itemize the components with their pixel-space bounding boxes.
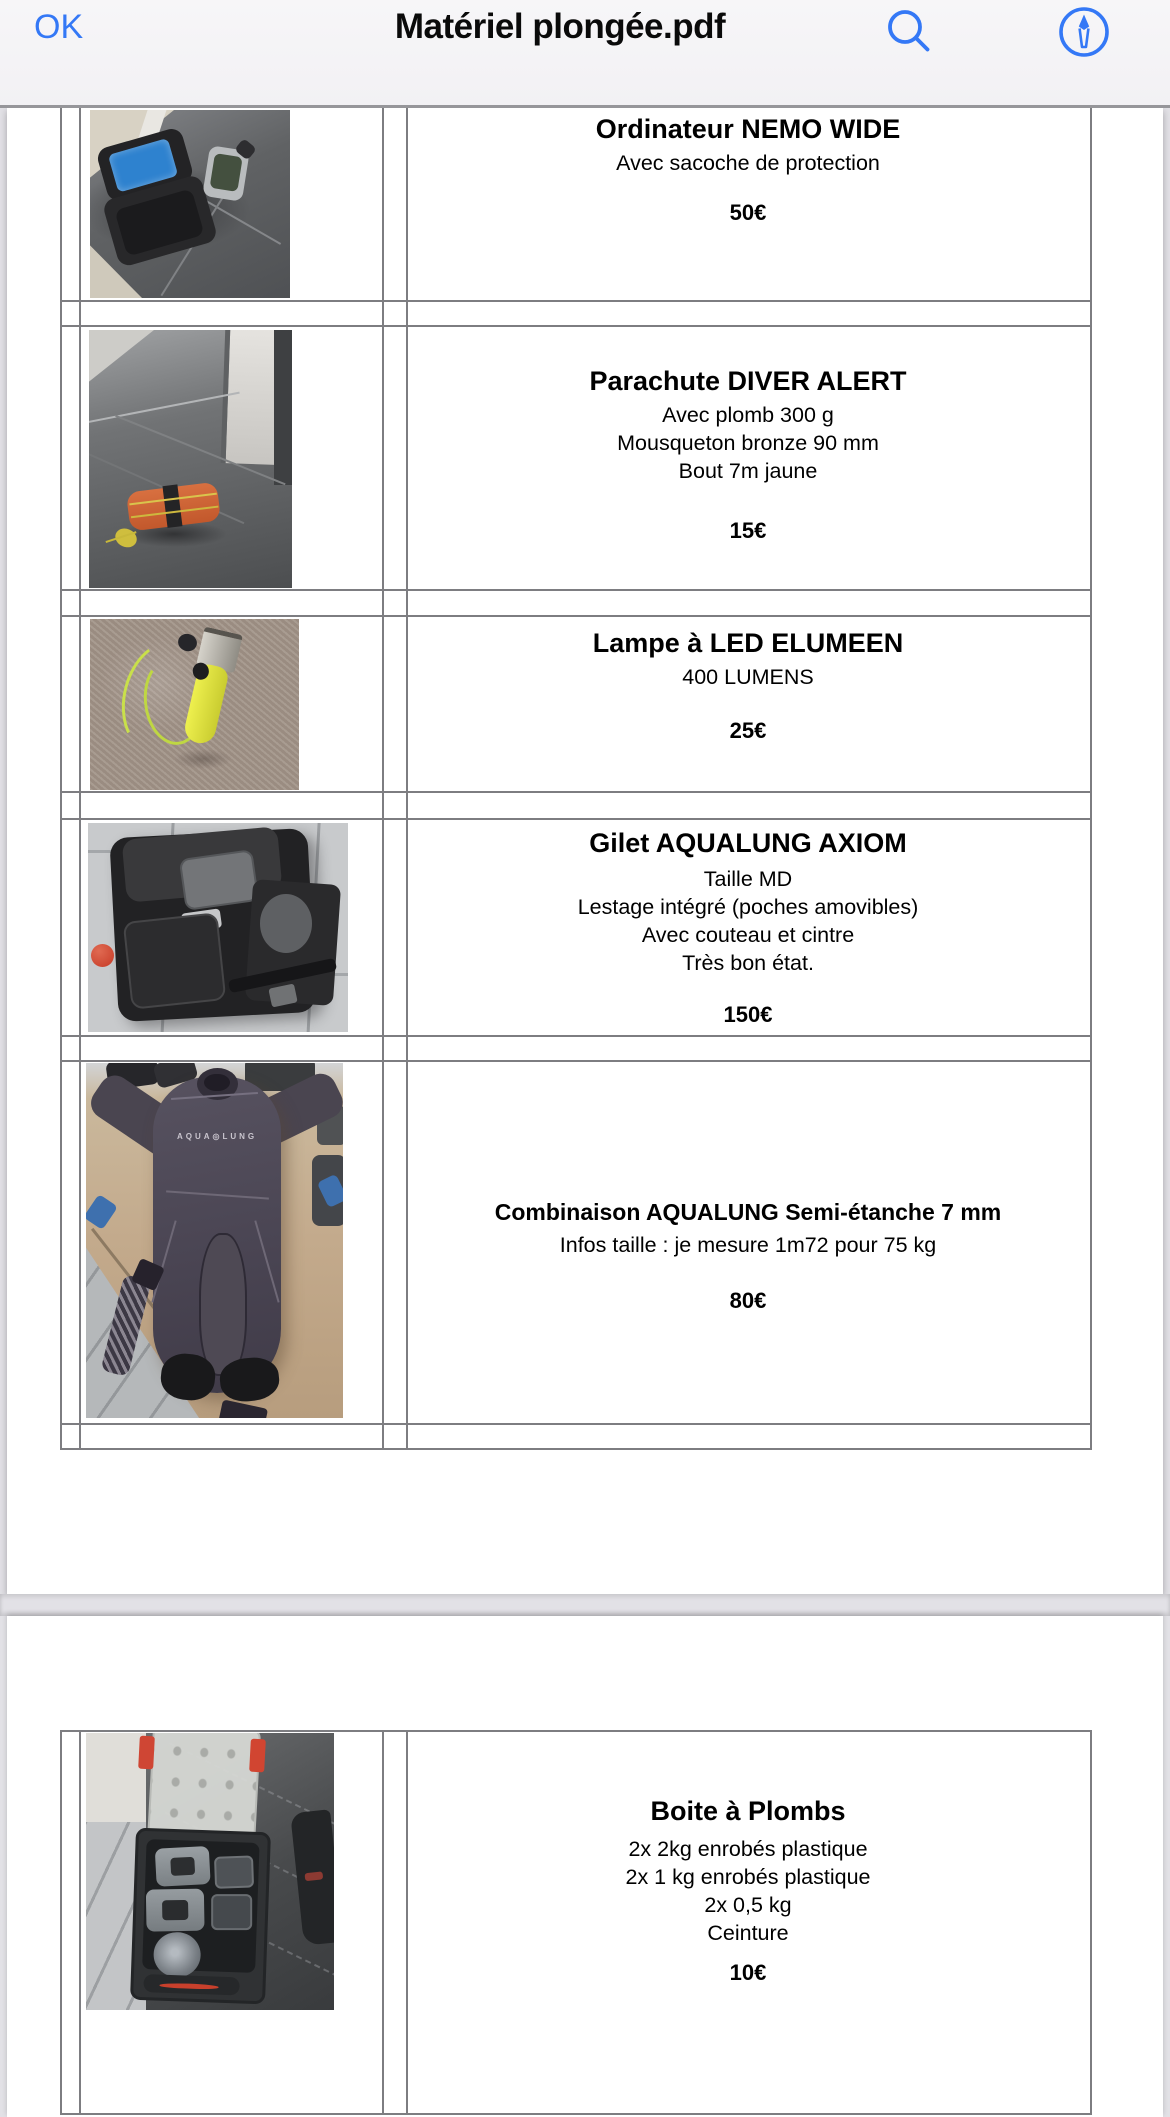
photo-dive-watch xyxy=(202,145,249,201)
photo-mat-edge xyxy=(89,392,240,425)
photo-weight-slot xyxy=(163,1899,189,1919)
table-border xyxy=(60,108,62,1450)
table-border xyxy=(60,1730,1092,1732)
photo-suit-neck-hole xyxy=(204,1074,230,1092)
table-border xyxy=(79,1730,81,2115)
item-detail: 2x 2kg enrobés plastique xyxy=(628,1837,868,1861)
item-title: Boite à Plombs xyxy=(650,1796,846,1826)
photo-dive-computer xyxy=(90,110,290,298)
table-border xyxy=(60,1448,1092,1450)
item-price: 150€ xyxy=(723,1002,773,1027)
item-detail: Taille MD xyxy=(703,867,793,891)
nav-bar xyxy=(0,0,1170,108)
item-price: 80€ xyxy=(729,1288,767,1313)
photo-box-base xyxy=(130,1828,271,2005)
item-title: Gilet AQUALUNG AXIOM xyxy=(589,828,907,858)
table-border xyxy=(382,108,384,1450)
photo-bcd-harness xyxy=(260,894,312,953)
item-detail: Très bon état. xyxy=(682,951,814,975)
item-detail: 2x 1 kg enrobés plastique xyxy=(625,1865,871,1889)
photo-weight-2kg xyxy=(155,1846,211,1887)
photo-bcd-jacket xyxy=(88,823,348,1032)
photo-red-latch xyxy=(138,1735,155,1769)
item-title: Combinaison AQUALUNG Semi-étanche 7 mm xyxy=(494,1199,1002,1225)
photo-door-frame xyxy=(274,330,292,485)
table-border xyxy=(60,1730,62,2115)
item-title: Parachute DIVER ALERT xyxy=(589,366,907,396)
item-detail: Ceinture xyxy=(707,1921,789,1945)
photo-suit-logo: AQUA◎LUNG xyxy=(176,1132,258,1142)
item-detail: Bout 7m jaune xyxy=(678,459,818,483)
item-detail: Avec couteau et cintre xyxy=(641,923,855,947)
table-border xyxy=(60,300,1092,302)
photo-weight-1kg xyxy=(214,1855,254,1889)
item-price: 25€ xyxy=(729,718,767,743)
table-border xyxy=(60,1423,1092,1425)
ok-button[interactable]: OK xyxy=(34,8,84,46)
item-price: 10€ xyxy=(729,1960,767,1985)
photo-shoe-detail xyxy=(304,1871,323,1881)
photo-suit-cuff-blue xyxy=(86,1194,118,1230)
table-border xyxy=(60,1060,1092,1062)
page-gap xyxy=(0,1594,1170,1616)
item-title: Ordinateur NEMO WIDE xyxy=(595,114,901,144)
photo-weight-2kg xyxy=(146,1888,205,1931)
table-border xyxy=(60,589,1092,591)
photo-bcd-pocket xyxy=(123,912,227,1009)
markup-pen-icon[interactable] xyxy=(1058,6,1110,63)
photo-wetsuit xyxy=(86,1063,343,1418)
photo-red-latch xyxy=(249,1738,266,1772)
table-border xyxy=(60,615,1092,617)
table-border xyxy=(79,108,81,1450)
item-detail: Mousqueton bronze 90 mm xyxy=(617,431,879,455)
item-detail: Lestage intégré (poches amovibles) xyxy=(577,895,919,919)
item-detail: 400 LUMENS xyxy=(682,665,814,689)
photo-red-knob xyxy=(91,944,114,967)
table-border xyxy=(60,818,1092,820)
photo-suit-crotch-flap xyxy=(199,1233,247,1375)
item-detail: Avec plomb 300 g xyxy=(662,403,834,427)
photo-suit-tail xyxy=(218,1399,268,1418)
item-detail: 2x 0,5 kg xyxy=(704,1893,792,1917)
table-border xyxy=(60,1035,1092,1037)
table-border xyxy=(60,325,1092,327)
table-border xyxy=(1090,1730,1092,2115)
item-detail: Infos taille : je mesure 1m72 pour 75 kg xyxy=(559,1233,937,1257)
photo-watch-face xyxy=(209,153,243,192)
photo-weight-slot xyxy=(171,1857,196,1877)
item-price: 15€ xyxy=(729,518,767,543)
photo-weight-1kg xyxy=(211,1894,252,1930)
table-border xyxy=(60,791,1092,793)
search-icon[interactable] xyxy=(884,6,934,61)
item-price: 50€ xyxy=(729,200,767,225)
photo-weight-box xyxy=(86,1733,334,2010)
table-border xyxy=(382,1730,384,2115)
item-detail: Avec sacoche de protection xyxy=(616,151,880,175)
photo-parachute xyxy=(89,330,292,588)
page-title: Matériel plongée.pdf xyxy=(394,7,726,46)
photo-bcd-pad xyxy=(178,849,259,911)
photo-dive-torch xyxy=(90,619,299,790)
item-title: Lampe à LED ELUMEEN xyxy=(592,628,904,658)
table-border xyxy=(60,2113,1092,2115)
table-border xyxy=(1090,108,1092,1450)
